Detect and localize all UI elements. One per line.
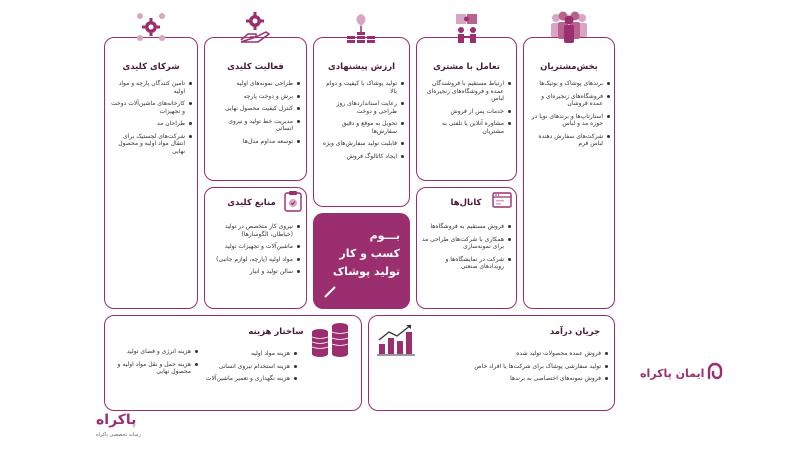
list-item: مدیریت خط تولید و نیروی انسانی <box>210 118 300 133</box>
key-activities-title: فعالیت کلیدی <box>227 62 284 72</box>
revenue-streams-list <box>430 350 608 388</box>
growth-chart-icon <box>375 322 417 358</box>
puzzle-handshake-icon <box>452 12 482 44</box>
channels-title: کانال‌ها <box>450 198 482 208</box>
list-item: شرکت‌های سفارش دهنده لباس فرم <box>530 133 610 148</box>
center-title-line3: تولید پوشاک <box>332 265 400 278</box>
center-title-line2: کسب و کار <box>339 247 400 260</box>
business-canvas-title-block <box>313 213 410 309</box>
list-item: همکاری با شرکت‌های طراحی مد برای نمونه‌سازی <box>421 236 511 251</box>
list-item: فروش نمونه‌های اختصاصی به برندها <box>430 375 608 383</box>
key-partners-list <box>110 80 192 160</box>
list-item: قابلیت تولید سفارش‌های ویژه <box>318 140 404 148</box>
list-item: برش و دوخت پارچه <box>210 93 300 101</box>
brand-name: ایمان پاکراه <box>640 367 705 380</box>
list-item: ارتباط مستقیم با فروشندگان عمده و فروشگاه‌های زنجیره‌ای لباس <box>421 80 511 103</box>
list-item: فروش مستقیم به فروشگاه‌ها <box>421 223 511 231</box>
list-item: طراحی نمونه‌های اولیه <box>210 80 300 88</box>
customer-relationships-list <box>421 80 511 140</box>
customer-relationships-title: تعامل با مشتری <box>433 62 500 72</box>
key-partners-title: شرکای کلیدی <box>122 62 180 72</box>
list-item: برندهای پوشاک و بوتیک‌ها <box>530 80 610 88</box>
list-item: ایجاد کاتالوگ فروش <box>318 153 404 161</box>
clipboard-check-icon <box>283 190 303 212</box>
cost-structure-right-list <box>112 348 198 381</box>
list-item: تولید پوشاک با کیفیت و دوام بالا <box>318 80 404 95</box>
revenue-streams-title: جریان درآمد <box>549 327 601 337</box>
list-item: ماشین‌آلات و تجهیزات تولید <box>210 243 300 251</box>
cost-structure-left-list <box>205 350 297 388</box>
list-item: شرکت در نمایشگاه‌ها و رویدادهای صنعتی <box>421 256 511 271</box>
channels-list <box>421 223 511 276</box>
list-item: سالن تولید و انبار <box>210 268 300 276</box>
list-item: تحویل به موقع و دقیق سفارش‌ها <box>318 120 404 135</box>
list-item: هزینه مواد اولیه <box>205 350 297 358</box>
list-item: خدمات پس از فروش <box>421 108 511 116</box>
list-item: مواد اولیه (پارچه، لوازم جانبی) <box>210 256 300 264</box>
list-item: طراحان مد <box>110 120 192 128</box>
list-item: هزینه حمل و نقل مواد اولیه و محصول نهایی <box>112 361 198 376</box>
value-propositions-title: ارزش پیشنهادی <box>327 62 396 72</box>
list-item: تولید سفارشی پوشاک برای شرکت‌ها یا افراد خاص <box>430 363 608 371</box>
list-item: شرکت‌های لجستیک برای انتقال مواد اولیه و محصول نهایی <box>110 133 192 156</box>
customer-segments-card <box>523 37 615 309</box>
list-item: تامین کنندگان پارچه و مواد اولیه <box>110 80 192 95</box>
list-item: کنترل کیفیت محصول نهایی <box>210 105 300 113</box>
list-item: رعایت استانداردهای روز طراحی و دوخت <box>318 100 404 115</box>
browser-window-icon <box>492 192 512 208</box>
center-title-line1: بـــوم <box>369 229 400 242</box>
list-item: کارخانه‌های ماشین‌آلات دوخت و تجهیزات <box>110 100 192 115</box>
list-item: هزینه انرژی و فضای تولید <box>112 348 198 356</box>
list-item: استارتاپ‌ها و برندهای نوپا در حوزه مد و لباس <box>530 113 610 128</box>
footer-logo: پاکراه <box>96 412 137 428</box>
customer-segments-title: بخش‌مشتریان <box>540 62 598 72</box>
people-group-icon <box>548 10 590 44</box>
list-item: هزینه نگهداری و تعمیر ماشین‌آلات <box>205 375 297 383</box>
gear-hand-icon <box>238 10 272 44</box>
pencil-icon <box>323 285 337 299</box>
list-item: فروشگاه‌های زنجیره‌ای و عمده فروشان <box>530 93 610 108</box>
coin-stacks-icon <box>310 322 352 358</box>
list-item: هزینه استخدام نیروی انسانی <box>205 363 297 371</box>
list-item: توسعه مداوم مدل‌ها <box>210 138 300 146</box>
list-item: فروش عمده محصولات تولید شده <box>430 350 608 358</box>
coins-plant-icon <box>344 12 378 46</box>
key-activities-list <box>210 80 300 150</box>
key-resources-title: منابع کلیدی <box>227 198 276 208</box>
key-resources-list <box>210 223 300 281</box>
key-partners-card <box>104 37 198 309</box>
cost-structure-title: ساختار هزینه <box>248 327 304 337</box>
list-item: نیروی کار متخصص در تولید (خیاطان، الگوسازها) <box>210 223 300 238</box>
list-item: مشاوره آنلاین یا تلفنی به مشتریان <box>421 120 511 135</box>
value-propositions-list <box>318 80 404 165</box>
pakrah-logo-icon <box>705 362 725 382</box>
customer-segments-list <box>530 80 610 153</box>
network-gear-icon <box>134 10 168 44</box>
footer-tagline: رسانه تخصصی پاکراه <box>96 432 141 438</box>
